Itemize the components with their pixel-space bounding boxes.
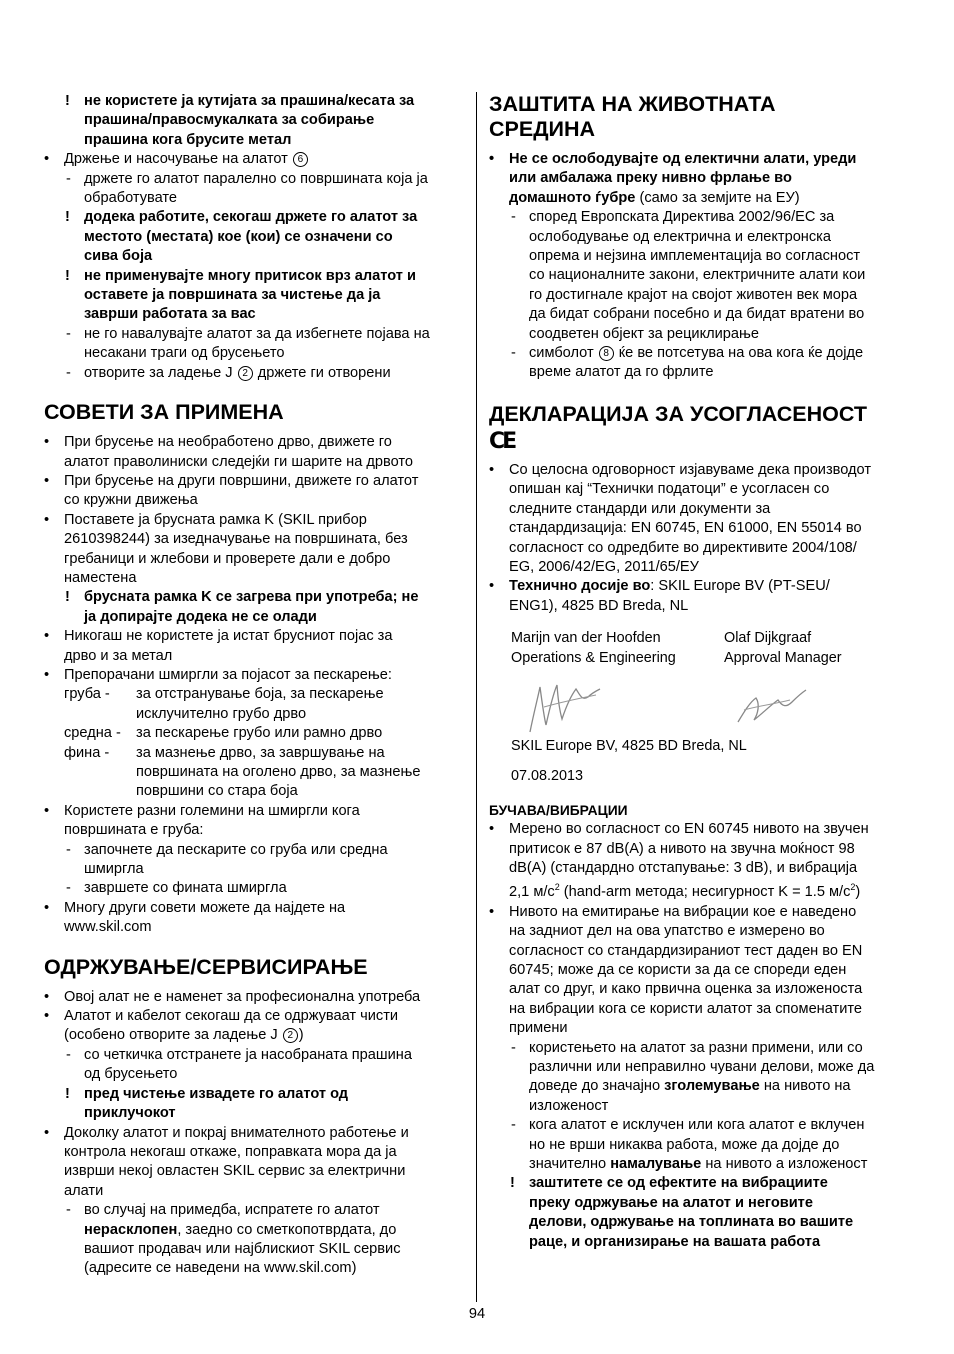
grit-coarse: груба - за отстранување боја, за пескарење — [64, 686, 384, 703]
grit-fine: фина - за мазнење дрво, за завршување на — [64, 744, 385, 761]
skil-link: www.skil.com — [64, 919, 152, 936]
maint-bullet-3: • Доколку алатот и покрај внимателното работење и — [44, 1124, 409, 1141]
warn-unplug: ! пред чистење извадете го алатот од — [65, 1085, 349, 1102]
right-column: ЗАШТИТА НА ЖИВОТНАТА СРЕДИНА • Не се ослободувајте од електични алати, уреди или амбалажа преку нивно фрлање во домашното ѓубре (само за земјите на ЕУ) - според Европската Директива 2002/96/ЕС за ослободување од електрична и електронска опрема и нејзина имплементација во согласност со националните закони, електричните алати кои го достигнале крајот на својот животен век мора да бидат собрани посебно и да бидат вратени во соодветен објект за рециклирање - симболот 8 ќе ве потсетува на ова кога ќе дојде време алатот да го фрлите ДЕКЛАРАЦИЈА ЗА УСОГЛАСЕНОСТ CE • Со целосна одговорност изјавуваме дека производот опишан кај “Технички податоци” е усогласен со следните стандарди или документи за стандардизација: EN 60745, EN 61000, EN 55014 во согласност со одредбите во директивите 2004/108/ EG, 2006/42/EG, 2011/65/ЕУ • Технично досије во: SKIL Europe BV (PT-SEU/ ENG1), 4825 BD Breda, NL Marijn van der Hoofden Operations & Engineering Olaf Dijkgraaf Approval Manager SKIL Europe BV, 4825 BD Breda, NL 07.08.2013 БУЧАВА/ВИБРАЦИИ • Мерено во согласност со EN 60745 нивото на звучен притисок е 87 dB(A) а нивото на звучна моќност 98 dB(A) (стандардно отстапување: 3 dB), и вибрација 2,1 $м/с^2$ (hand-arm метода; несигурност K = 1.5 $м/с^2$) • Нивото на емитирање на вибрации кое е наведено на задниот дел на ова упатство е измерено во согласност со стандардизираниот тест даден во EN 60745; може да се користи за да се спореди еден алат со друг, и како првична оценка за изложеноста на вибрации кога се користи алатот за споменатите примени - користењето на алатот за разни примени, или со различни или неправилно чувани делови, може да доведе до значајно зголемување на нивото на изложеност - кога алатот е исклучен или кога алатот е вклучен но не врши никаква работа, може да дојде до значително намалување на нивото а изложеност ! заштитете се од ефектите на вибрациите преку одржување на алатот и неговите делови, одржување на топлината во вашите раце, и организирање на вашата работа — [489, 92, 914, 1252]
ref-circle: 6 — [293, 152, 308, 167]
warn-hold-areas: ! додека работите, секогаш држете го алатот за местото (местата) кое (кои) се означени со сива боја — [65, 209, 418, 265]
declaration-date: 07.08.2013 — [511, 768, 584, 785]
warn-marker: ! — [65, 93, 70, 109]
ref-circle: 8 — [599, 346, 614, 361]
env-bullet-1: • Не се ослободувајте од електични алати, уреди — [489, 151, 857, 167]
dash-complaint: - во случај на примедба, испратете го алатот — [66, 1202, 380, 1219]
heading-environment-line2: СРЕДИНА — [489, 117, 596, 141]
warn-vibration: ! заштитете се од ефектите на вибрациите — [510, 1175, 828, 1192]
tips-bullet-1: • При брусење на необработено дрво, движете го — [44, 434, 392, 451]
page-number: 94 — [468, 1306, 486, 1322]
noise-bullet-1: • Мерено во согласност со EN 60745 нивото на звучен — [489, 821, 869, 838]
heading-maintenance: ОДРЖУВАЊЕ/СЕРВИСИРАЊЕ — [44, 954, 368, 979]
signatory-2: Olaf Dijkgraaf Approval Manager — [724, 630, 842, 666]
dash-parallel: - држете го алатот паралелно со површината која ја — [66, 170, 428, 187]
ce-mark: CE — [489, 428, 515, 454]
dash-flaps: - отворите за ладење J 2 држете ги отворени — [66, 364, 391, 381]
heading-declaration: ДЕКЛАРАЦИЈА ЗА УСОГЛАСЕНОСТ — [489, 401, 868, 426]
dash-finish-grit: - завршете со фината шмиргла — [66, 880, 287, 897]
heading-environment: ЗАШТИТА НА ЖИВОТНАТА — [489, 92, 776, 116]
signature-2-image — [734, 684, 814, 729]
dash-brush: - со четкичка отстранете ја насобраната прашина — [66, 1046, 412, 1063]
signature-1-image — [524, 677, 604, 737]
signatory-1: Marijn van der Hoofden Operations & Engineering — [511, 630, 676, 666]
tips-bullet-3: • Поставете ја брусната рамка K (SKIL прибор — [44, 511, 367, 528]
warn-frame: ! брусната рамка K се загрева при употреба; не — [65, 589, 419, 606]
maint-bullet-1: • Овој алат не е наменет за професионална употреба — [44, 988, 421, 1005]
warn-dust-bag: ! не користете ја кутијата за прашина/кесата за прашина/правосмукалката за собирање прашина кога брусите метал — [65, 93, 415, 148]
bullet-holding: • Држење и насочување на алатот 6 — [44, 150, 464, 169]
dash-symbol: - симболот 8 ќе ве потсетува на ова кога ќе дојде — [511, 345, 864, 362]
dash-eu-directive: - според Европската Директива 2002/96/ЕС за — [511, 209, 835, 226]
warn-pressure: ! не применувајте многу притисок врз алатот и оставете ја површината за чистење да ја заврши работата за вас — [65, 267, 416, 323]
dash-start-grit: - започнете да пескарите со груба или средна — [66, 841, 388, 858]
tips-bullet-2: • При брусење на други површини, движете го алатот — [44, 472, 419, 489]
decl-bullet-1: • Со целосна одговорност изјавуваме дека производот — [489, 461, 872, 478]
tips-bullet-6: • Користете разни големини на шмиргли кога — [44, 802, 360, 819]
tips-bullet-4: • Никогаш не користете ја истат брусниот појас за — [44, 628, 393, 645]
dash-decrease: - кога алатот е исклучен или кога алатот е вклучен — [511, 1117, 865, 1134]
noise-bullet-2: • Нивото на емитирање на вибрации кое е наведено — [489, 903, 857, 920]
dash-increase: - користењето на алатот за разни примени, или со — [511, 1039, 863, 1056]
signature-block — [489, 629, 914, 799]
company-address: SKIL Europe BV, 4825 BD Breda, NL — [511, 738, 747, 755]
left-column: ! не користете ја кутијата за прашина/кесата за прашина/правосмукалката за собирање прашина кога брусите метал • Држење и насочување на алатот 6 - држете го алатот паралелно со површината која ја обработувате ! додека работите, секогаш држете го алатот за местото (местата) кое (кои) се означени со сива боја ! не применувајте многу притисок врз алатот и оставете ја површината за чистење да ја заврши работата за вас - не го навалувајте алатот за да избегнете појава на несакани траги од брусењето - отворите за ладење J 2 држете ги отворени СОВЕТИ ЗА ПРИМЕНА • При брусење на необработено дрво, движете го алатот праволиниски следејќи ги шарите на дрвото • При брусење на други површини, движете го алатот со кружни движења • Поставете ја брусната рамка K (SKIL прибор 2610398244) за изедначување на површината, без гребаници и жлебови и проверете дали е добро наместена ! брусната рамка K се загрева при употреба; не ја допирајте додека не се олади • Никогаш не користете ја истат брусниот појас за дрво и за метал • Препорачани шмиргли за појасот за пескарење: груба - за отстранување боја, за пескарење исклучително грубо дрво средна - за пескарење грубо или рамно дрво фина - за мазнење дрво, за завршување на површината на оголено дрво, за мазнење површини со стара боја • Користете разни големини на шмиргли кога површината е груба: - започнете да пескарите со груба или средна шмиргла - завршете со фината шмиргла • Многу други совети можете да најдете на www.skil.com ОДРЖУВАЊЕ/СЕРВИСИРАЊЕ • Овој алат не е наменет за професионална употреба • Алатот и кабелот секогаш да се одржуваат чисти (особено отворите за ладење J 2 ) - со четкичка отстранете ја насобраната прашина од брусењето ! пред чистење извадете го алатот од приклучокот • Доколку алатот и покрај внимателното работење и контрола некогаш откаже, поправката мора да ја изврши некој овластен SKIL сервис за електрични алати - во случај на примедба, испратете го алатот нерасклопен, заедно со сметкопотврдата, до вашиот продавач или најблискиот SKIL сервис (адресите се наведени на www.skil.com) — [44, 92, 464, 1279]
decl-bullet-2: • Технично досије во: SKIL Europe BV (PT-SEU/ — [489, 578, 830, 595]
tips-bullet-7: • Многу други совети можете да најдете на — [44, 899, 346, 916]
ref-circle: 2 — [283, 1028, 298, 1043]
dash-tilt: - не го навалувајте алатот за да избегнете појава на — [66, 325, 430, 342]
heading-tips: СОВЕТИ ЗА ПРИМЕНА — [44, 400, 284, 425]
heading-noise: БУЧАВА/ВИБРАЦИИ — [489, 803, 628, 819]
grit-medium: средна - за пескарење грубо или рамно дрво — [64, 725, 383, 742]
column-divider — [476, 92, 477, 1302]
tips-bullet-5: • Препорачани шмиргли за појасот за пескарење: — [44, 666, 392, 683]
maint-bullet-2: • Алатот и кабелот секогаш да се одржуваат чисти — [44, 1008, 399, 1025]
ref-circle: 2 — [238, 366, 253, 381]
